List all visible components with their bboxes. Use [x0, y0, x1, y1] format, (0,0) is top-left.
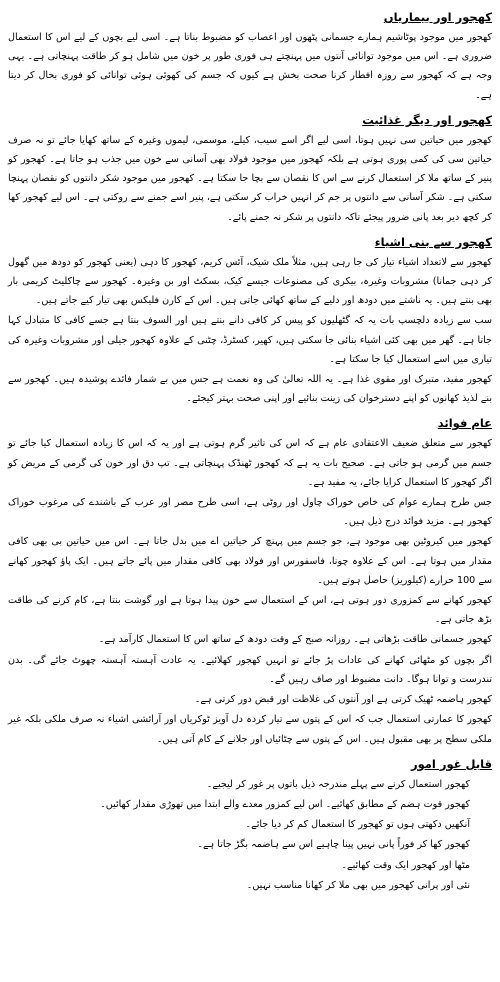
- section-heading: کھجور اور بیماریاں: [383, 10, 492, 24]
- paragraph: جس طرح ہمارے عوام کی خاص خوراک چاول اور روٹی ہے، اسی طرح مصر اور عرب کے باشندے کی مرغوب خوراک کھجور ہے۔ مزید فوائد درج ذیل ہیں۔: [8, 497, 492, 528]
- paragraph: کھجور میں کیروٹین بھی موجود ہے، جو جسم میں پہنچ کر حیاتین اے میں بدل جاتا ہے۔ اس میں حیاتین بی بھی کافی مقدار میں ہوتا ہے۔ اس کے علاوہ چونا، فاسفورس اور فولاد بھی کافی مقدار میں پائے جاتے ہیں۔ ایک پاؤ کھجور کھانے سے 100 حرارے (کیلوریز) حاصل ہوتے ہیں۔: [8, 536, 492, 586]
- list-item: مٹھا اور کھجور ایک وقت کھائیے۔: [341, 859, 470, 871]
- paragraph: کھجور مفید، متبرک اور مقوی غذا ہے۔ یہ اللہ تعالیٰ کی وہ نعمت ہے جس میں بے شمار فائدے پوشیدہ ہیں۔ کھجور سے بنے لذیذ کھانوں کو اپنے دسترخوان کی زینت بنائیے اور اپنی صحت بہتر کیجئے۔: [8, 374, 492, 405]
- paragraph: کھجور میں موجود پوٹاشیم ہمارے جسمانی پٹھوں اور اعصاب کو مضبوط بناتا ہے۔ اسی لیے بچوں کے لیے اس کا استعمال ضروری ہے۔ اس میں موجود توانائی آنتوں میں پہنچتے ہی فوری طور پر خون میں شامل ہو کر طاقت پہنچاتی ہے۔ یہی وجہ ہے کہ کھجور سے روزہ افطار کرنا صحت بخش ہے کیوں کہ جسم کی کھوئی ہوئی توانائی کو فوری بحال کر دیتا ہے۔: [8, 32, 492, 101]
- paragraph: کھجور کا عمارتی استعمال جب کہ اس کے پتوں سے تیار کردہ دل آویز ٹوکریاں اور آرائشی اشیاء نہ صرف ملکی بلکہ غیر ملکی سطح پر بھی مقبول ہیں۔ اس کے پتوں سے چٹائیاں اور جلانے کے کام آتی ہیں۔: [8, 714, 492, 745]
- section-diseases: [8, 8, 492, 105]
- paragraph: اگر بچوں کو مٹھائی کھانے کی عادات پڑ جائے تو انہیں کھجور کھلائیے۔ یہ عادت آہستہ آہستہ چھوٹ جائے گی۔ بدن تندرست و توانا ہوگا۔ دانت مضبوط اور صاف رہیں گے۔: [8, 654, 492, 685]
- paragraph: کھجور جسمانی طاقت بڑھاتی ہے۔ روزانہ صبح کے وقت دودھ کے ساتھ اس کا استعمال کارآمد ہے۔: [98, 634, 492, 646]
- section-heading: کھجور اور دیگر غذائیت: [362, 112, 492, 127]
- paragraph: سب سے زیادہ دلچسپ بات یہ کہ گٹھلیوں کو پیس کر کافی دانے بنتے ہیں اور السوف بنتا ہے جسے کافی کا متبادل کہا جاتا ہے۔ گھر میں بھی کئی اشیاء بنائی جا سکتی ہیں، کھیر، کسٹرڈ، چٹنی کے علاوہ کھجور جیلی اور مشروبات وغیرہ کی تیاری میں اسے استعمال کیا جا سکتا ہے۔: [8, 315, 492, 365]
- section-considerations: [8, 755, 492, 895]
- list-item: کھجور کھا کر فوراً پانی نہیں پینا چاہیے اس سے ہاضمہ بگڑ جاتا ہے۔: [197, 839, 470, 851]
- section-heading: کھجور سے بنی اشیاء: [374, 234, 492, 249]
- list-item: آنکھیں دکھتی ہوں تو کھجور کا استعمال کم کر دیا جائے۔: [245, 819, 470, 831]
- paragraph: کھجور میں حیاتین سی نہیں ہوتا، اسی لیے اگر اسے سیب، کیلے، موسمی، لیموں وغیرہ کے ساتھ کھایا جائے تو نہ صرف حیاتین سی کی کمی پوری ہوتی ہے بلکہ کھجور میں موجود فولاد بھی آسانی سے خون میں جذب ہو جاتا ہے۔ کھجور کو پنیر کے ساتھ ملا کر استعمال کرنے سے اس کا نقصان سے بچا جا سکتا ہے۔ کھجور میں موجود شکر دانتوں کو نقصان پہنچا سکتی ہے۔ شکر آسانی سے دانتوں پر جم کر انہیں خراب کر سکتی ہے، پنیر اسے جمنے سے روکتی ہے۔ اس لیے کھجور کھا کر کچھ دیر بعد پانی ضرور پیجئے تاکہ دانتوں پر شکر نہ جمنے پائے۔: [8, 134, 492, 223]
- list-item: نئی اور پرانی کھجور میں بھی ملا کر کھانا مناسب نہیں۔: [246, 879, 470, 891]
- section-heading: عام فوائد: [437, 416, 492, 431]
- section-heading: قابل غور امور: [410, 756, 492, 771]
- section-general-benefits: [8, 414, 492, 748]
- list-item: کھجور قوت ہضم کے مطابق کھائیے۔ اس لیے کمزور معدے والے ابتدا میں تھوڑی مقدار کھائیں۔: [100, 798, 470, 810]
- paragraph: کھجور سے لاتعداد اشیاء تیار کی جا رہی ہیں، مثلاً ملک شیک، آئس کریم، کھجور کا دہی (یعنی کھجور کو دودھ میں گھول کر دہی جمانا) مشروبات وغیرہ، بیکری کی مصنوعات جیسے کیک، بسکٹ اور بن وغیرہ۔ کھجور سے چاکلیٹ کریمی بار بھی بنتے ہیں۔ یہ ناشتے میں دودھ اور دلیے کے ساتھ کھائی جاتی ہیں۔ اس کے کارن فلیکس بھی تیار کیے جاتے ہیں۔: [8, 256, 492, 307]
- section-nutrition: [8, 111, 492, 227]
- paragraph: کھجور کھانے سے کمزوری دور ہوتی ہے، اس کے استعمال سے خون پیدا ہوتا ہے اور گوشت بنتا ہے، کام کرنے کی طاقت بڑھ جاتی ہے۔: [8, 595, 492, 626]
- paragraph: کھجور ہاضمہ ٹھیک کرتی ہے اور آنتوں کی غلاظت اور قبض دور کرتی ہے۔: [194, 694, 492, 706]
- list-item: کھجور استعمال کرنے سے پہلے مندرجہ ذیل باتوں پر غور کر لیجیے۔: [206, 778, 470, 790]
- paragraph: کھجور سے متعلق ضعیف الاعتقادی عام ہے کہ اس کی تاثیر گرم ہوتی ہے اور یہ کہ اس کا زیادہ استعمال کیا جائے تو جسم میں گرمی ہو جاتی ہے۔ صحیح بات یہ ہے کہ کھجور ٹھنڈک پہنچاتی ہے۔ تپ دق اور خون کی گرمی کے مریض کو اگر کھجور کا استعمال کرایا جائے، یہ مفید ہے۔: [8, 438, 492, 488]
- section-products: [8, 233, 492, 409]
